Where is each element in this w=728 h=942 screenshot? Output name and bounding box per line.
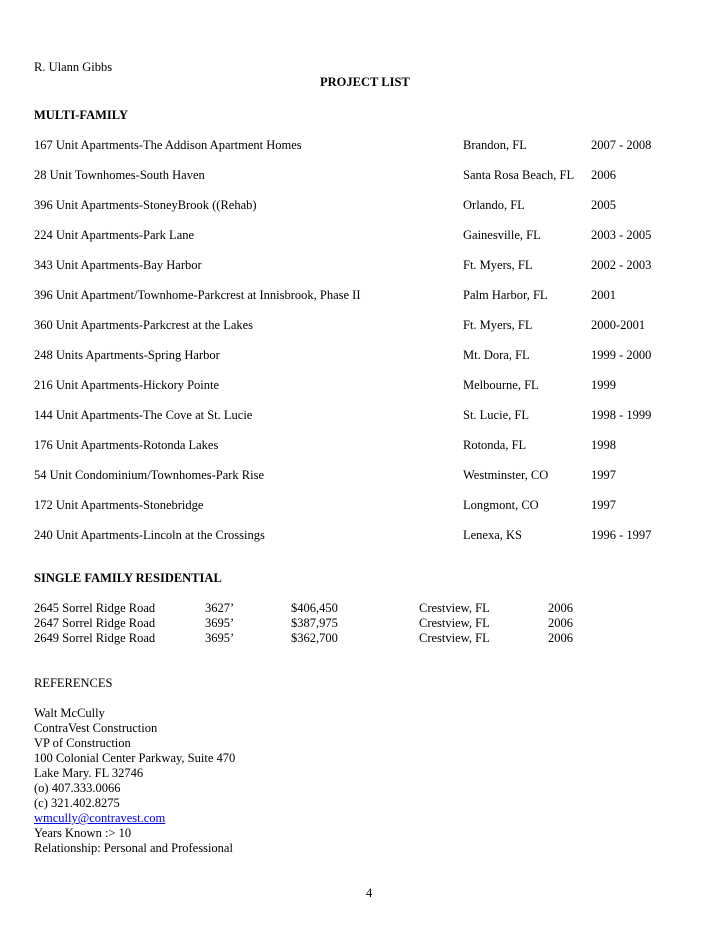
table-row bbox=[34, 498, 694, 514]
table-row bbox=[34, 528, 694, 544]
reference-city: Lake Mary. FL 32746 bbox=[34, 766, 144, 780]
project-location: Orlando, FL bbox=[463, 198, 525, 212]
project-location: Westminster, CO bbox=[463, 468, 549, 482]
project-name: 396 Unit Apartments-StoneyBrook ((Rehab) bbox=[34, 198, 257, 212]
project-location: Lenexa, KS bbox=[463, 528, 523, 542]
table-row bbox=[34, 408, 694, 424]
reference-position: VP of Construction bbox=[34, 736, 131, 750]
reference-company: ContraVest Construction bbox=[34, 721, 158, 735]
references-heading: REFERENCES bbox=[34, 676, 113, 690]
project-location: Melbourne, FL bbox=[463, 378, 539, 392]
project-years: 1997 bbox=[591, 498, 616, 512]
table-row bbox=[34, 288, 694, 304]
table-row bbox=[34, 318, 694, 334]
project-location: Ft. Myers, FL bbox=[463, 258, 533, 272]
table-row bbox=[34, 168, 694, 184]
project-years: 2006 bbox=[591, 168, 616, 182]
property-sqft: 3627’ bbox=[205, 601, 235, 615]
property-price: $406,450 bbox=[291, 601, 338, 615]
project-name: 248 Units Apartments-Spring Harbor bbox=[34, 348, 220, 362]
property-year: 2006 bbox=[548, 631, 573, 645]
project-location: Palm Harbor, FL bbox=[463, 288, 548, 302]
project-name: 240 Unit Apartments-Lincoln at the Crossings bbox=[34, 528, 265, 542]
project-years: 2007 - 2008 bbox=[591, 138, 652, 152]
project-years: 1996 - 1997 bbox=[591, 528, 652, 542]
project-location: Ft. Myers, FL bbox=[463, 318, 533, 332]
table-row bbox=[34, 228, 694, 244]
project-years: 1998 bbox=[591, 438, 616, 452]
table-row bbox=[34, 138, 694, 154]
reference-cell-phone: (c) 321.402.8275 bbox=[34, 796, 120, 810]
property-location: Crestview, FL bbox=[419, 616, 490, 630]
reference-office-phone: (o) 407.333.0066 bbox=[34, 781, 121, 795]
project-name: 172 Unit Apartments-Stonebridge bbox=[34, 498, 204, 512]
project-location: Rotonda, FL bbox=[463, 438, 527, 452]
property-location: Crestview, FL bbox=[419, 631, 490, 645]
property-year: 2006 bbox=[548, 601, 573, 615]
property-sqft: 3695’ bbox=[205, 631, 235, 645]
table-row bbox=[34, 468, 694, 484]
project-years: 2005 bbox=[591, 198, 616, 212]
table-row bbox=[34, 438, 694, 454]
project-location: Mt. Dora, FL bbox=[463, 348, 530, 362]
project-name: 343 Unit Apartments-Bay Harbor bbox=[34, 258, 202, 272]
multi-family-heading: MULTI-FAMILY bbox=[34, 108, 128, 122]
table-row bbox=[34, 631, 594, 647]
project-years: 2000-2001 bbox=[591, 318, 646, 332]
page-title: PROJECT LIST bbox=[320, 75, 410, 89]
property-sqft: 3695’ bbox=[205, 616, 235, 630]
property-address: 2645 Sorrel Ridge Road bbox=[34, 601, 156, 615]
property-location: Crestview, FL bbox=[419, 601, 490, 615]
project-name: 144 Unit Apartments-The Cove at St. Lucie bbox=[34, 408, 253, 422]
project-name: 167 Unit Apartments-The Addison Apartment Homes bbox=[34, 138, 302, 152]
project-location: St. Lucie, FL bbox=[463, 408, 529, 422]
table-row bbox=[34, 348, 694, 364]
reference-name: Walt McCully bbox=[34, 706, 105, 720]
project-years: 2002 - 2003 bbox=[591, 258, 652, 272]
project-location: Santa Rosa Beach, FL bbox=[463, 168, 575, 182]
table-row bbox=[34, 198, 694, 214]
table-row bbox=[34, 601, 594, 617]
property-price: $387,975 bbox=[291, 616, 338, 630]
project-years: 2003 - 2005 bbox=[591, 228, 652, 242]
project-name: 396 Unit Apartment/Townhome-Parkcrest at Innisbrook, Phase II bbox=[34, 288, 361, 302]
author-name: R. Ulann Gibbs bbox=[34, 60, 113, 74]
project-years: 1998 - 1999 bbox=[591, 408, 652, 422]
project-name: 176 Unit Apartments-Rotonda Lakes bbox=[34, 438, 219, 452]
reference-street: 100 Colonial Center Parkway, Suite 470 bbox=[34, 751, 236, 765]
reference-relationship: Relationship: Personal and Professional bbox=[34, 841, 233, 855]
project-name: 54 Unit Condominium/Townhomes-Park Rise bbox=[34, 468, 265, 482]
reference-years-known: Years Known :> 10 bbox=[34, 826, 132, 840]
project-location: Gainesville, FL bbox=[463, 228, 541, 242]
project-years: 1999 - 2000 bbox=[591, 348, 652, 362]
project-years: 1999 bbox=[591, 378, 616, 392]
project-location: Brandon, FL bbox=[463, 138, 527, 152]
project-name: 224 Unit Apartments-Park Lane bbox=[34, 228, 195, 242]
project-years: 1997 bbox=[591, 468, 616, 482]
property-address: 2649 Sorrel Ridge Road bbox=[34, 631, 156, 645]
property-year: 2006 bbox=[548, 616, 573, 630]
property-price: $362,700 bbox=[291, 631, 338, 645]
page-number: 4 bbox=[366, 886, 373, 900]
table-row bbox=[34, 616, 594, 632]
single-family-heading: SINGLE FAMILY RESIDENTIAL bbox=[34, 571, 222, 585]
project-name: 360 Unit Apartments-Parkcrest at the Lakes bbox=[34, 318, 254, 332]
property-address: 2647 Sorrel Ridge Road bbox=[34, 616, 156, 630]
table-row bbox=[34, 378, 694, 394]
project-name: 28 Unit Townhomes-South Haven bbox=[34, 168, 205, 182]
project-name: 216 Unit Apartments-Hickory Pointe bbox=[34, 378, 220, 392]
project-location: Longmont, CO bbox=[463, 498, 539, 512]
reference-email-link[interactable]: wmcully@contravest.com bbox=[34, 811, 166, 825]
reference-contact bbox=[34, 706, 235, 856]
table-row bbox=[34, 258, 694, 274]
project-years: 2001 bbox=[591, 288, 616, 302]
